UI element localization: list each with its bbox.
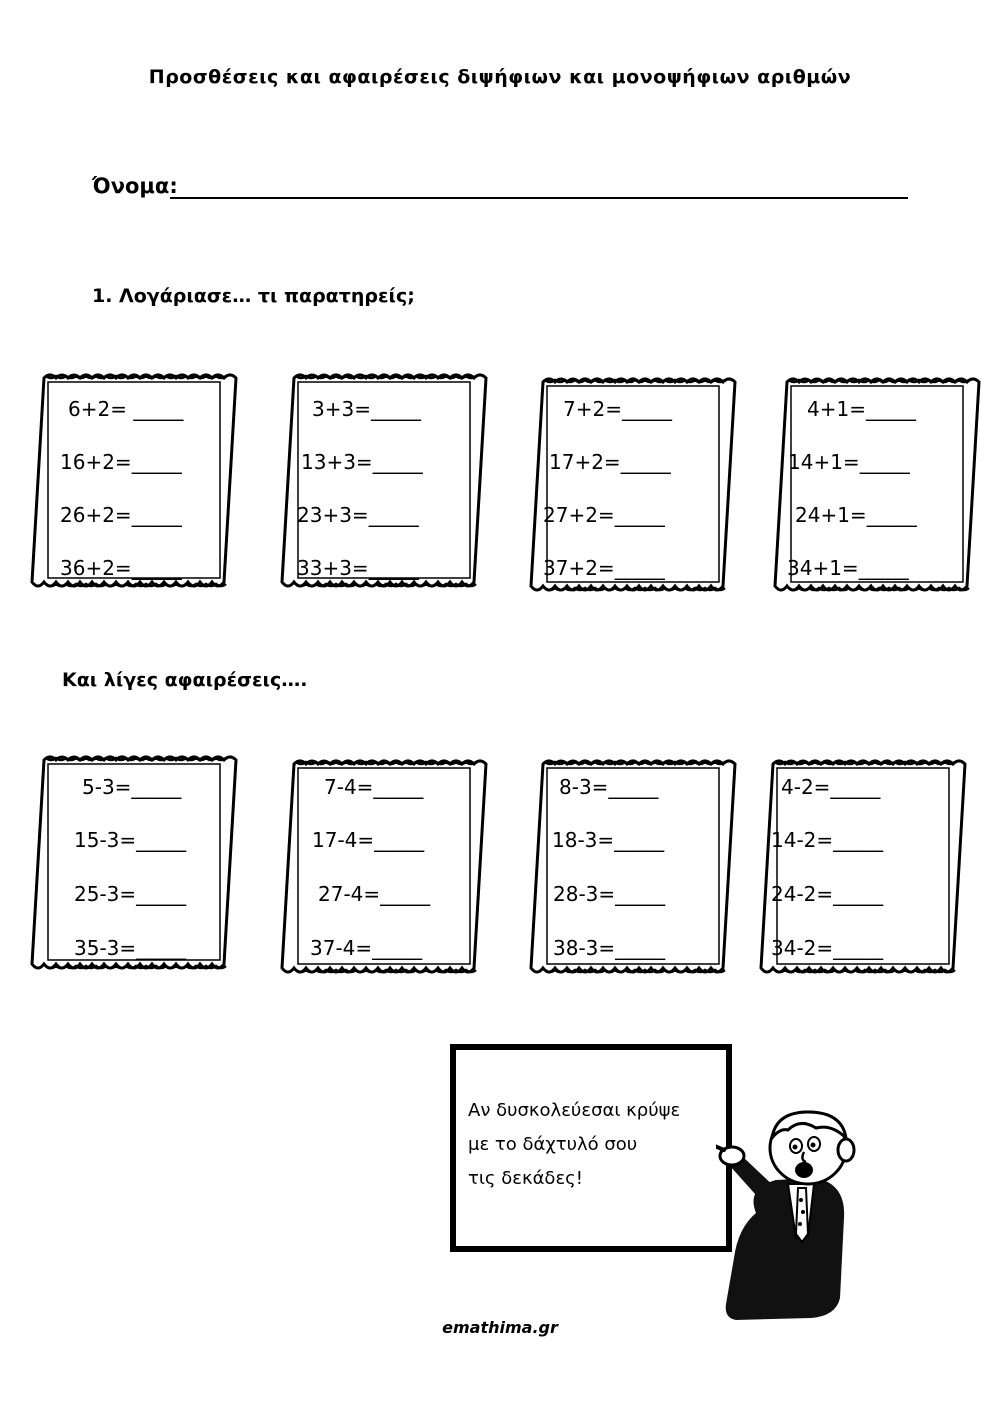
hint-line: με το δάχτυλό σου (468, 1134, 638, 1155)
equation[interactable]: 15-3=_____ (74, 828, 187, 852)
equation[interactable]: 37+2=_____ (543, 556, 665, 580)
subtraction-scroll-2 (292, 756, 476, 978)
equation[interactable]: 28-3=_____ (553, 882, 666, 906)
equation[interactable]: 14-2=_____ (771, 828, 884, 852)
section-1-heading: 1. Λογάριασε… τι παρατηρείς; (92, 285, 415, 307)
equation[interactable]: 6+2= _____ (68, 397, 184, 421)
teacher-illustration (716, 1108, 886, 1323)
addition-scroll-1 (42, 370, 226, 592)
equation[interactable]: 4-2=_____ (781, 775, 881, 799)
subtraction-scroll-1 (42, 752, 226, 974)
equation[interactable]: 7-4=_____ (324, 775, 424, 799)
equation[interactable]: 34+1=_____ (787, 556, 909, 580)
equation[interactable]: 25-3=_____ (74, 882, 187, 906)
equation[interactable]: 36+2=_____ (60, 556, 182, 580)
hint-line: τις δεκάδες! (468, 1168, 583, 1189)
equation[interactable]: 4+1=_____ (807, 397, 916, 421)
equation[interactable]: 17-4=_____ (312, 828, 425, 852)
worksheet-title: Προσθέσεις και αφαιρέσεις διψήφιων και μονοψήφιων αριθμών (148, 66, 852, 88)
equation[interactable]: 38-3=_____ (553, 936, 666, 960)
equation[interactable]: 7+2=_____ (563, 397, 672, 421)
equation[interactable]: 23+3=_____ (297, 503, 419, 527)
name-field[interactable] (170, 197, 908, 199)
equation[interactable]: 13+3=_____ (301, 450, 423, 474)
footer-site: emathima.gr (442, 1318, 558, 1337)
equation[interactable]: 14+1=_____ (788, 450, 910, 474)
equation[interactable]: 5-3=_____ (82, 775, 182, 799)
equation[interactable]: 37-4=_____ (310, 936, 423, 960)
equation[interactable]: 33+3=_____ (297, 556, 419, 580)
equation[interactable]: 24+1=_____ (795, 503, 917, 527)
addition-scroll-4 (785, 374, 969, 596)
equation[interactable]: 35-3=_____ (74, 936, 187, 960)
equation[interactable]: 3+3=_____ (312, 397, 421, 421)
equation[interactable]: 24-2=_____ (771, 882, 884, 906)
addition-scroll-3 (541, 374, 725, 596)
subtraction-scroll-4 (771, 756, 955, 978)
equation[interactable]: 34-2=_____ (771, 936, 884, 960)
equation[interactable]: 27+2=_____ (543, 503, 665, 527)
equation[interactable]: 8-3=_____ (559, 775, 659, 799)
equation[interactable]: 26+2=_____ (60, 503, 182, 527)
section-2-heading: Και λίγες αφαιρέσεις…. (62, 669, 308, 691)
hint-line: Αν δυσκολεύεσαι κρύψε (468, 1100, 681, 1121)
equation[interactable]: 16+2=_____ (60, 450, 182, 474)
name-label: Όνομα: (92, 174, 178, 198)
addition-scroll-2 (292, 370, 476, 592)
equation[interactable]: 17+2=_____ (549, 450, 671, 474)
subtraction-scroll-3 (541, 756, 725, 978)
hint-text (468, 1094, 680, 1196)
equation[interactable]: 18-3=_____ (552, 828, 665, 852)
equation[interactable]: 27-4=_____ (318, 882, 431, 906)
